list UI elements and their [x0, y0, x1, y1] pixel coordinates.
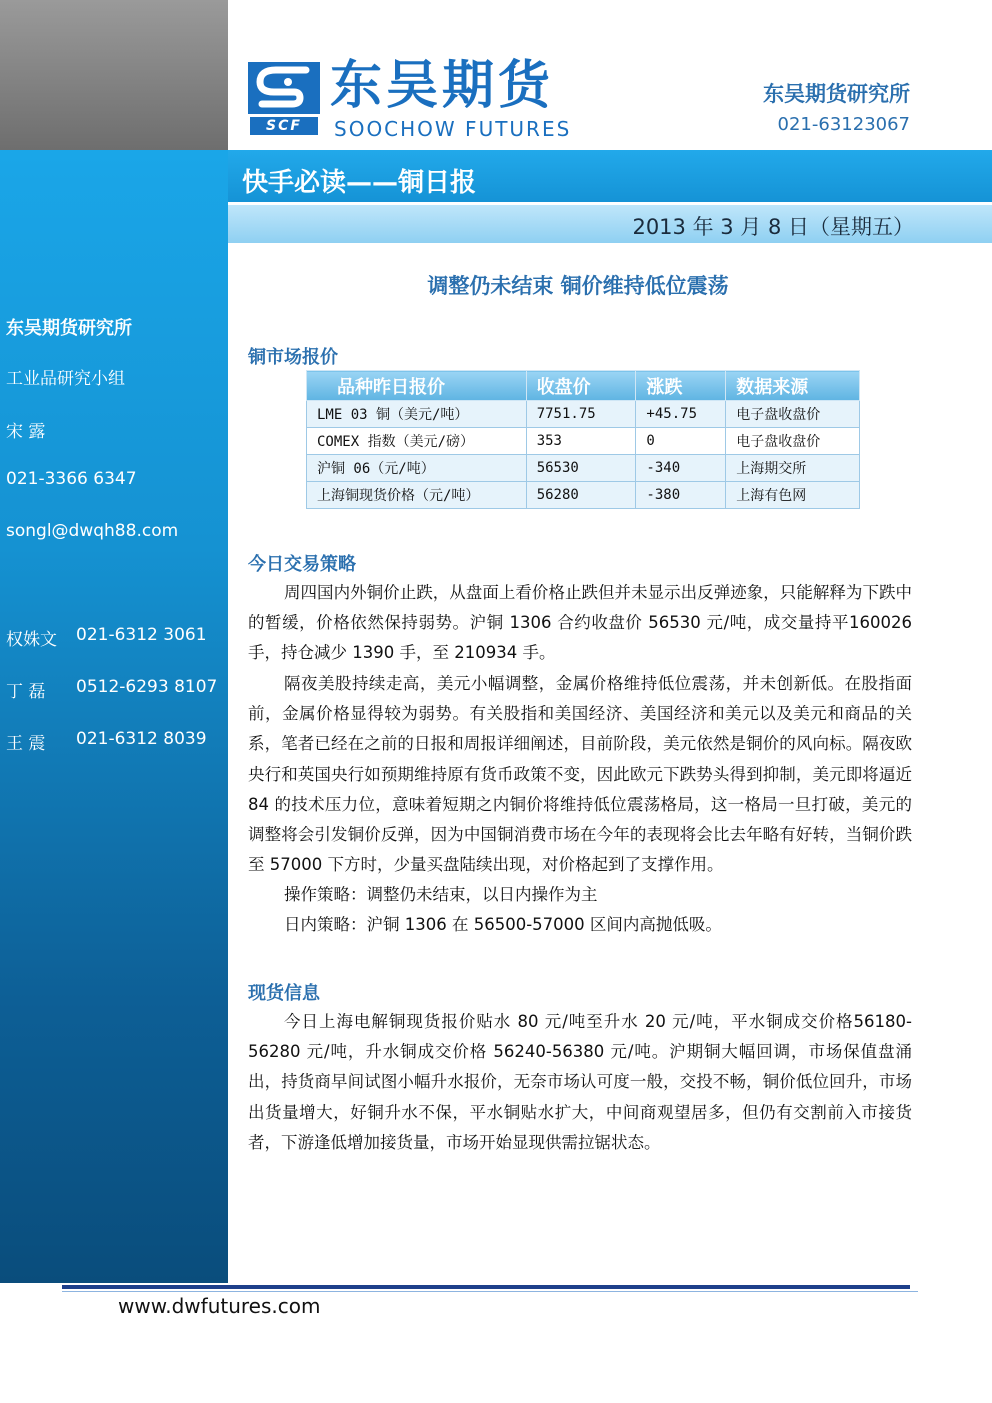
section-title-market: 铜市场报价	[248, 347, 338, 368]
logo-icon	[248, 62, 320, 114]
column-header: 收盘价	[526, 371, 636, 401]
table-row	[307, 428, 860, 455]
table-cell: 56530	[526, 455, 636, 482]
table-cell: 56280	[526, 482, 636, 509]
table-cell: 0	[636, 428, 726, 455]
table-cell: 上海铜现货价格（元/吨）	[307, 482, 527, 509]
spot-paragraph: 今日上海电解铜现货报价贴水 80 元/吨至升水 20 元/吨，平水铜成交价格56180-56280 元/吨，升水铜成交价格 56240-56380 元/吨。沪期铜大幅回调，市场保值盘涌出，持货商早间试图小幅升水报价，无奈市场认可度一般，交投不畅，铜价低位回升，市场出货量增大，好铜升水不保，平水铜贴水扩大，中间商观望居多，但仍有交割前入市接货者，下游逢低增加接货量，市场开始显现供需拉锯状态。	[248, 1012, 912, 1152]
strategy-paragraph-4: 日内策略：沪铜 1306 在 56500-57000 区间内高抛低吸。	[284, 915, 722, 934]
table-cell: -340	[636, 455, 726, 482]
table-cell: LME 03 铜（美元/吨）	[307, 401, 527, 428]
footer-divider-thin	[62, 1291, 918, 1292]
table-cell: 电子盘收盘价	[726, 428, 860, 455]
table-row	[307, 482, 860, 509]
sidebar-contact	[6, 729, 207, 754]
table-cell: COMEX 指数（美元/磅）	[307, 428, 527, 455]
contact-name: 王 震	[6, 734, 46, 754]
column-header: 数据来源	[726, 371, 860, 401]
column-header: 涨跌	[636, 371, 726, 401]
table-cell: 353	[526, 428, 636, 455]
footer-url[interactable]: www.dwfutures.com	[118, 1294, 321, 1318]
table-row	[307, 455, 860, 482]
sidebar-analyst: 宋 露	[6, 422, 46, 442]
contact-name: 权姝文	[6, 630, 57, 650]
column-header: 品种昨日报价	[307, 371, 527, 401]
table-cell: 电子盘收盘价	[726, 401, 860, 428]
header-institute: 东吴期货研究所	[763, 82, 910, 106]
headline: 调整仍未结束 铜价维持低位震荡	[427, 274, 729, 298]
header-phone: 021-63123067	[777, 114, 910, 135]
sidebar-contact	[6, 625, 207, 650]
table-cell: 上海期交所	[726, 455, 860, 482]
sidebar-email[interactable]: songl@dwqh88.com	[6, 521, 179, 541]
report-date: 2013 年 3 月 8 日（星期五）	[632, 215, 914, 239]
table-row	[307, 401, 860, 428]
sidebar-contact	[6, 677, 217, 702]
sidebar-group: 工业品研究小组	[6, 369, 125, 389]
date-bar	[228, 205, 992, 243]
title-bar	[228, 150, 992, 202]
logo-abbr: SCF	[250, 117, 318, 135]
table-header-row	[307, 371, 860, 401]
report-title: 快手必读——铜日报	[242, 168, 477, 198]
market-table	[306, 370, 860, 509]
contact-name: 丁 磊	[6, 682, 46, 702]
sidebar-institute: 东吴期货研究所	[6, 318, 132, 339]
contact-phone: 021-6312 3061	[76, 625, 207, 645]
table-cell: 上海有色网	[726, 482, 860, 509]
logo-text-en: SOOCHOW FUTURES	[334, 117, 572, 141]
contact-phone: 021-6312 8039	[76, 729, 207, 749]
footer-divider	[62, 1285, 910, 1289]
table-cell: -380	[636, 482, 726, 509]
table-cell: +45.75	[636, 401, 726, 428]
table-cell: 7751.75	[526, 401, 636, 428]
strategy-paragraph-3: 操作策略：调整仍未结束，以日内操作为主	[284, 885, 598, 904]
strategy-paragraph-1: 周四国内外铜价止跌，从盘面上看价格止跌但并未显示出反弹迹象，只能解释为下跌中的暂缓，价格依然保持弱势。沪铜 1306 合约收盘价 56530 元/吨，成交量持平160026 手，持仓减少 1390 手，至 210934 手。	[248, 583, 912, 663]
contact-phone: 0512-6293 8107	[76, 677, 218, 697]
table-cell: 沪铜 06（元/吨）	[307, 455, 527, 482]
sidebar-top-block	[0, 0, 228, 150]
logo-text-cn: 东吴期货	[330, 56, 555, 116]
section-title-strategy: 今日交易策略	[248, 554, 356, 575]
sidebar-phone: 021-3366 6347	[6, 469, 137, 489]
strategy-paragraph-2: 隔夜美股持续走高，美元小幅调整，金属价格维持低位震荡，并未创新低。在股指面前，金属价格显得较为弱势。有关股指和美国经济、美国经济和美元以及美元和商品的关系，笔者已经在之前的日报和周报详细阐述，目前阶段，美元依然是铜价的风向标。隔夜欧央行和英国央行如预期维持原有货币政策不变，因此欧元下跌势头得到抑制，美元即将逼近 84 的技术压力位，意味着短期之内铜价将维持低位震荡格局，这一格局一旦打破，美元的调整将会引发铜价反弹，因为中国铜消费市场在今年的表现将会比去年略有好转，当铜价跌至 57000 下方时，少量买盘陆续出现，对价格起到了支撑作用。	[248, 674, 912, 875]
section-title-spot: 现货信息	[248, 983, 320, 1004]
